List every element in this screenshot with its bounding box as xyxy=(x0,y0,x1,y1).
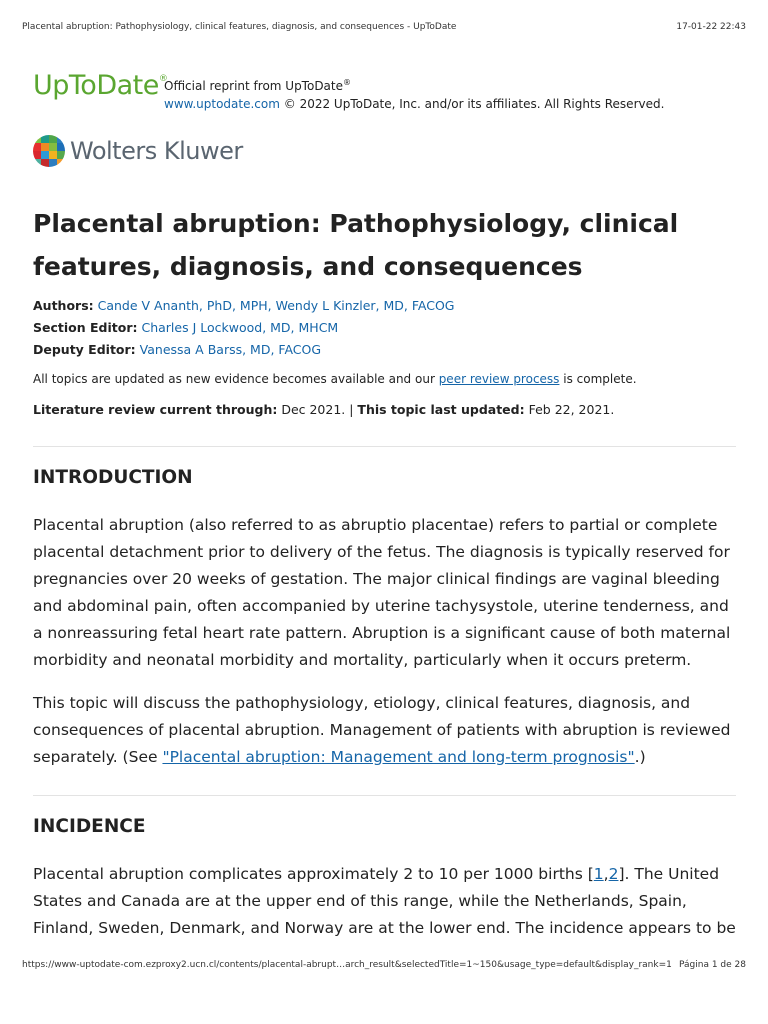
deputy-editor-row xyxy=(33,342,321,357)
update-note xyxy=(33,372,637,386)
wolters-kluwer-globe-icon xyxy=(32,134,66,168)
copyright-text: © 2022 UpToDate, Inc. and/or its affiliates. All Rights Reserved. xyxy=(279,97,665,111)
uptodate-logo-text: UpToDate xyxy=(33,70,159,101)
section-editor-row xyxy=(33,320,338,335)
wolters-kluwer-logo xyxy=(32,134,243,168)
section-editor-label: Section Editor: xyxy=(33,320,138,335)
deputy-editor-link[interactable]: Vanessa A Barss, MD, FACOG xyxy=(139,342,322,357)
introduction-p2-text: This topic will discuss the pathophysiology, etiology, clinical features, diagnosis, and consequences of placental abruption. Management of patients with abruption is reviewed separately. (See xyxy=(33,694,731,766)
review-dates xyxy=(33,402,614,417)
incidence-p1-continued: ]. The United States and Canada are at the upper end of this range, while the Netherlands, Spain, Finland, Sweden, Denmark, and Norway are at the lower end. The incidence appears to be xyxy=(33,865,736,937)
page-bottom-margin xyxy=(0,943,768,1024)
print-footer-page: Página 1 de 28 xyxy=(679,960,746,970)
author-link[interactable]: Wendy L Kinzler, MD, FACOG xyxy=(275,298,455,313)
lit-review-label: Literature review current through: xyxy=(33,402,278,417)
wolters-kluwer-name: Wolters Kluwer xyxy=(70,137,243,165)
divider xyxy=(33,795,736,796)
print-footer-url: https://www-uptodate-com.ezproxy2.ucn.cl/contents/placental-abrupt…arch_result&selectedTitle=1~150&usage_type=default&display_rank=1 xyxy=(22,960,672,970)
lit-review-value: Dec 2021. | xyxy=(277,402,358,417)
peer-review-link[interactable]: peer review process xyxy=(438,372,560,386)
introduction-paragraph-2 xyxy=(33,690,738,771)
uptodate-logo[interactable] xyxy=(33,70,167,101)
authors-label: Authors: xyxy=(33,298,94,313)
reprint-line: Official reprint from UpToDate xyxy=(164,79,343,93)
management-topic-link[interactable]: "Placental abruption: Management and long-term prognosis" xyxy=(162,748,635,766)
section-editor-link[interactable]: Charles J Lockwood, MD, MHCM xyxy=(141,320,339,335)
incidence-heading: INCIDENCE xyxy=(33,816,146,837)
reprint-reg: ® xyxy=(343,78,351,87)
update-note-pre: All topics are updated as new evidence becomes available and our xyxy=(33,372,439,386)
last-updated-label: This topic last updated: xyxy=(357,402,525,417)
incidence-p1-text: Placental abruption complicates approximately 2 to 10 per 1000 births [ xyxy=(33,865,594,883)
introduction-paragraph-1: Placental abruption (also referred to as abruptio placentae) refers to partial or complete placental detachment prior to delivery of the fetus. The diagnosis is typically reserved for pregnancies over 20 weeks of gestation. The major clinical findings are vaginal bleeding and abdominal pain, often accompanied by uterine tachysystole, uterine tenderness, and a nonreassuring fetal heart rate pattern. Abruption is a significant cause of both maternal morbidity and neonatal morbidity and mortality, particularly when it occurs preterm. xyxy=(33,516,731,669)
last-updated-value: Feb 22, 2021. xyxy=(524,402,615,417)
authors-row: Authors: Cande V Ananth, PhD, MPH, Wendy L Kinzler, MD, FACOG xyxy=(33,298,455,313)
deputy-editor-label: Deputy Editor: xyxy=(33,342,136,357)
reference-link[interactable]: 1 xyxy=(593,865,604,883)
reference-link[interactable]: 2 xyxy=(608,865,619,883)
print-header-title: Placental abruption: Pathophysiology, clinical features, diagnosis, and consequences - UpToDate xyxy=(22,22,457,32)
divider xyxy=(33,446,736,447)
uptodate-site-link[interactable]: www.uptodate.com xyxy=(164,97,280,111)
introduction-p2-end: .) xyxy=(634,748,646,766)
article-title: Placental abruption: Pathophysiology, clinical features, diagnosis, and consequences xyxy=(33,209,679,281)
update-note-post: is complete. xyxy=(559,372,637,386)
print-header-datetime: 17-01-22 22:43 xyxy=(676,22,746,32)
author-link[interactable]: Cande V Ananth, PhD, MPH xyxy=(97,298,268,313)
introduction-heading: INTRODUCTION xyxy=(33,467,193,488)
uptodate-logo-reg: ® xyxy=(158,74,168,84)
reference-separator: , xyxy=(603,865,609,883)
reprint-notice xyxy=(164,74,664,113)
